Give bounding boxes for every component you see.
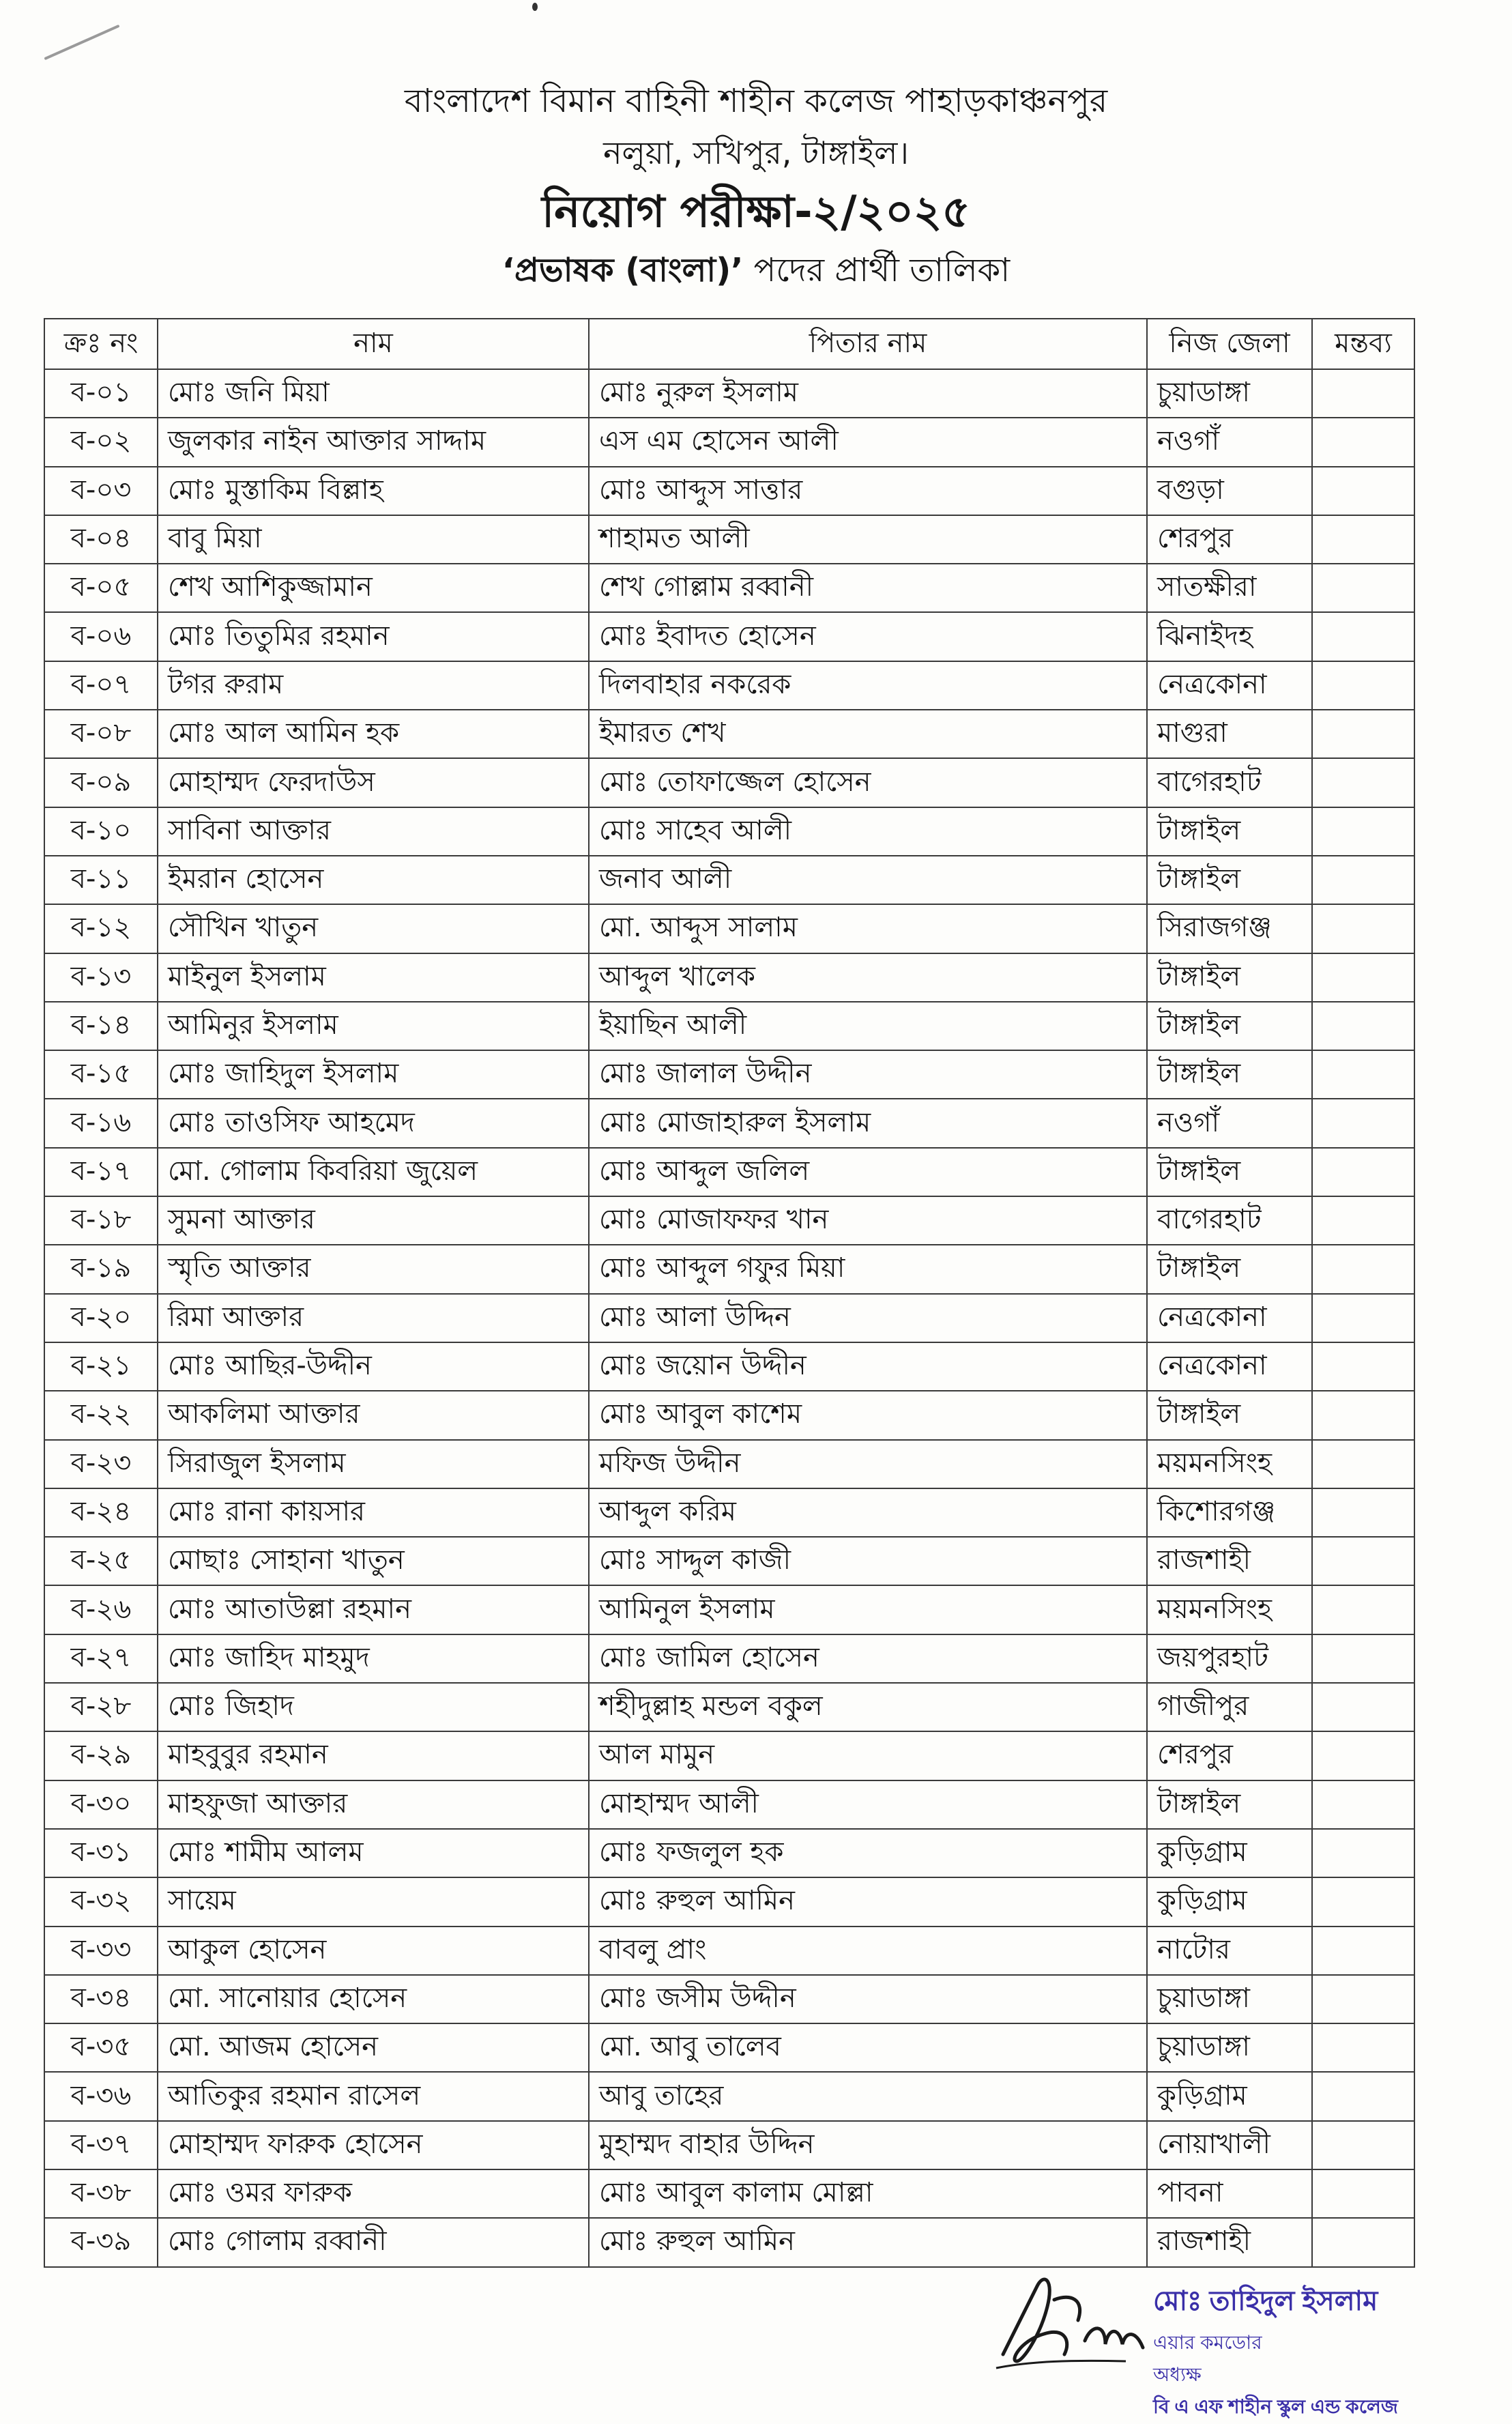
remarks-cell [1312,904,1414,953]
table-row [44,2072,1414,2120]
table-row [44,1634,1414,1683]
name-cell: মো. আজম হোসেন [158,2023,589,2072]
table-row [44,1050,1414,1099]
father-name-cell: মোঃ মোজাহারুল ইসলাম [589,1099,1147,1147]
serial-cell: ব-৩৬ [44,2072,158,2120]
remarks-cell [1312,1294,1414,1342]
remarks-cell [1312,612,1414,661]
table-row [44,953,1414,1002]
table-row [44,1391,1414,1439]
father-name-cell: মোঃ ফজলুল হক [589,1829,1147,1877]
district-cell: চুয়াডাঙ্গা [1147,2023,1312,2072]
serial-cell: ব-১৯ [44,1245,158,1293]
list-title-post: ‘প্রভাষক (বাংলা)’ [501,251,744,289]
stamp-name: মোঃ তাহিদুল ইসলাম [1153,2286,1378,2316]
serial-cell: ব-২৯ [44,1731,158,1780]
father-name-cell: মোঃ জালাল উদ্দীন [589,1050,1147,1099]
district-cell: শেরপুর [1147,515,1312,564]
district-cell: কুড়িগ্রাম [1147,1877,1312,1926]
table-row [44,1245,1414,1293]
remarks-cell [1312,1731,1414,1780]
serial-cell: ব-১০ [44,807,158,856]
father-name-cell: মোঃ সাহেব আলী [589,807,1147,856]
district-cell: সাতক্ষীরা [1147,564,1312,612]
father-name-cell: মোঃ আবুল কালাম মোল্লা [589,2169,1147,2218]
district-cell: কুড়িগ্রাম [1147,1829,1312,1877]
remarks-cell [1312,1099,1414,1147]
district-cell: টাঙ্গাইল [1147,856,1312,904]
table-row [44,515,1414,564]
table-row [44,612,1414,661]
name-cell: মোঃ গোলাম রব্বানী [158,2218,589,2266]
name-cell: মোহাম্মদ ফারুক হোসেন [158,2121,589,2169]
serial-cell: ব-০৯ [44,758,158,807]
district-cell: পাবনা [1147,2169,1312,2218]
name-cell: শেখ আশিকুজ্জামান [158,564,589,612]
father-name-cell: আব্দুল করিম [589,1488,1147,1537]
col-header-name: নাম [158,319,589,369]
serial-cell: ব-১৬ [44,1099,158,1147]
father-name-cell: মোঃ আব্দুল জলিল [589,1148,1147,1196]
table-row [44,1780,1414,1829]
district-cell: নাটোর [1147,1927,1312,1975]
name-cell: জুলকার নাইন আক্তার সাদ্দাম [158,418,589,466]
father-name-cell: মোঃ রুহুল আমিন [589,1877,1147,1926]
list-title [0,246,1512,300]
district-cell: গাজীপুর [1147,1683,1312,1731]
name-cell: মোঃ ওমর ফারুক [158,2169,589,2218]
serial-cell: ব-৩৩ [44,1927,158,1975]
father-name-cell: মোঃ জামিল হোসেন [589,1634,1147,1683]
remarks-cell [1312,2169,1414,2218]
remarks-cell [1312,2023,1414,2072]
serial-cell: ব-১৫ [44,1050,158,1099]
serial-cell: ব-৩৪ [44,1975,158,2023]
serial-cell: ব-৩৭ [44,2121,158,2169]
father-name-cell: বাবলু প্রাং [589,1927,1147,1975]
table-row [44,1002,1414,1050]
serial-cell: ব-০৮ [44,710,158,758]
col-header-serial: ক্রঃ নং [44,319,158,369]
remarks-cell [1312,418,1414,466]
serial-cell: ব-০২ [44,418,158,466]
table-row [44,1731,1414,1780]
serial-cell: ব-০৩ [44,467,158,515]
district-cell: শেরপুর [1147,1731,1312,1780]
table-row [44,758,1414,807]
remarks-cell [1312,953,1414,1002]
serial-cell: ব-২৮ [44,1683,158,1731]
father-name-cell: দিলবাহার নকরেক [589,661,1147,710]
district-cell: সিরাজগঞ্জ [1147,904,1312,953]
serial-cell: ব-২৫ [44,1537,158,1585]
name-cell: মাহফুজা আক্তার [158,1780,589,1829]
district-cell: নেত্রকোনা [1147,661,1312,710]
name-cell: সৌখিন খাতুন [158,904,589,953]
father-name-cell: মোঃ সাদ্দুল কাজী [589,1537,1147,1585]
name-cell: ইমরান হোসেন [158,856,589,904]
father-name-cell: শাহামত আলী [589,515,1147,564]
name-cell: বাবু মিয়া [158,515,589,564]
father-name-cell: মোঃ জসীম উদ্দীন [589,1975,1147,2023]
table-row [44,2218,1414,2266]
name-cell: আকুল হোসেন [158,1927,589,1975]
serial-cell: ব-২০ [44,1294,158,1342]
serial-cell: ব-১৩ [44,953,158,1002]
table-row [44,2121,1414,2169]
serial-cell: ব-০৬ [44,612,158,661]
father-name-cell: মোঃ ইবাদত হোসেন [589,612,1147,661]
list-title-rest: পদের প্রার্থী তালিকা [753,251,1011,289]
serial-cell: ব-৩০ [44,1780,158,1829]
father-name-cell: আবু তাহের [589,2072,1147,2120]
name-cell: আমিনুর ইসলাম [158,1002,589,1050]
district-cell: টাঙ্গাইল [1147,1245,1312,1293]
name-cell: টগর রুরাম [158,661,589,710]
table-row [44,1537,1414,1585]
district-cell: টাঙ্গাইল [1147,1148,1312,1196]
remarks-cell [1312,1440,1414,1488]
name-cell: মোঃ আছির-উদ্দীন [158,1342,589,1391]
name-cell: আকলিমা আক্তার [158,1391,589,1439]
name-cell: সাবিনা আক্তার [158,807,589,856]
serial-cell: ব-২৪ [44,1488,158,1537]
col-header-remarks: মন্তব্য [1312,319,1414,369]
father-name-cell: মোঃ নুরুল ইসলাম [589,369,1147,418]
table-row [44,1099,1414,1147]
remarks-cell [1312,1585,1414,1634]
district-cell: চুয়াডাঙ্গা [1147,369,1312,418]
col-header-district: নিজ জেলা [1147,319,1312,369]
name-cell: মোঃ শামীম আলম [158,1829,589,1877]
exam-title: নিয়োগ পরীক্ষা-২/২০২৫ [542,187,970,237]
father-name-cell: আমিনুল ইসলাম [589,1585,1147,1634]
name-cell: আতিকুর রহমান রাসেল [158,2072,589,2120]
name-cell: মোঃ জাহিদুল ইসলাম [158,1050,589,1099]
remarks-cell [1312,1634,1414,1683]
serial-cell: ব-৩৮ [44,2169,158,2218]
serial-cell: ব-২১ [44,1342,158,1391]
scan-dot-mark [532,3,538,11]
remarks-cell [1312,369,1414,418]
name-cell: সায়েম [158,1877,589,1926]
stamp-rank: এয়ার কমডোর [1153,2332,1262,2353]
name-cell: সুমনা আক্তার [158,1196,589,1245]
principal-stamp [1153,2279,1398,2424]
district-cell: টাঙ্গাইল [1147,1391,1312,1439]
table-row [44,418,1414,466]
father-name-cell: ইমারত শেখ [589,710,1147,758]
name-cell: মাহবুবুর রহমান [158,1731,589,1780]
district-cell: নওগাঁ [1147,1099,1312,1147]
serial-cell: ব-২২ [44,1391,158,1439]
father-name-cell: মোঃ আব্দুস সাত্তার [589,467,1147,515]
remarks-cell [1312,1196,1414,1245]
name-cell: মোঃ জাহিদ মাহমুদ [158,1634,589,1683]
remarks-cell [1312,1975,1414,2023]
name-cell: মোঃ মুস্তাকিম বিল্লাহ [158,467,589,515]
table-row [44,1148,1414,1196]
table-row [44,1927,1414,1975]
remarks-cell [1312,1829,1414,1877]
district-cell: ময়মনসিংহ [1147,1585,1312,1634]
remarks-cell [1312,1342,1414,1391]
table-row [44,1440,1414,1488]
serial-cell: ব-৩২ [44,1877,158,1926]
table-row [44,1488,1414,1537]
remarks-cell [1312,2072,1414,2120]
name-cell: মোঃ তাওসিফ আহমেদ [158,1099,589,1147]
father-name-cell: এস এম হোসেন আলী [589,418,1147,466]
table-row [44,2169,1414,2218]
remarks-cell [1312,661,1414,710]
remarks-cell [1312,1927,1414,1975]
remarks-cell [1312,467,1414,515]
scan-scratch-mark [44,25,119,60]
district-cell: ময়মনসিংহ [1147,1440,1312,1488]
father-name-cell: মো. আবু তালেব [589,2023,1147,2072]
district-cell: নেত্রকোনা [1147,1342,1312,1391]
serial-cell: ব-৩১ [44,1829,158,1877]
table-row [44,564,1414,612]
district-cell: টাঙ্গাইল [1147,1002,1312,1050]
table-row [44,1877,1414,1926]
remarks-cell [1312,1245,1414,1293]
table-row [44,2023,1414,2072]
table-row [44,369,1414,418]
remarks-cell [1312,1488,1414,1537]
remarks-cell [1312,1391,1414,1439]
father-name-cell: শেখ গোল্লাম রব্বানী [589,564,1147,612]
father-name-cell: শহীদুল্লাহ মন্ডল বকুল [589,1683,1147,1731]
candidate-table [44,318,1415,2268]
table-row [44,1585,1414,1634]
remarks-cell [1312,2218,1414,2266]
district-cell: চুয়াডাঙ্গা [1147,1975,1312,2023]
district-cell: বাগেরহাট [1147,758,1312,807]
institution-name: বাংলাদেশ বিমান বাহিনী শাহীন কলেজ পাহাড়কাঞ্চনপুর [404,82,1108,120]
table-row [44,807,1414,856]
remarks-cell [1312,1780,1414,1829]
stamp-post: অধ্যক্ষ [1153,2364,1202,2385]
serial-cell: ব-১৮ [44,1196,158,1245]
father-name-cell: মুহাম্মদ বাহার উদ্দিন [589,2121,1147,2169]
table-row [44,467,1414,515]
name-cell: মোঃ আতাউল্লা রহমান [158,1585,589,1634]
table-row [44,1342,1414,1391]
district-cell: টাঙ্গাইল [1147,953,1312,1002]
remarks-cell [1312,710,1414,758]
remarks-cell [1312,2121,1414,2169]
district-cell: রাজশাহী [1147,1537,1312,1585]
father-name-cell: মফিজ উদ্দীন [589,1440,1147,1488]
serial-cell: ব-১৭ [44,1148,158,1196]
district-cell: কুড়িগ্রাম [1147,2072,1312,2120]
district-cell: বাগেরহাট [1147,1196,1312,1245]
district-cell: নওগাঁ [1147,418,1312,466]
serial-cell: ব-০৫ [44,564,158,612]
name-cell: মোহাম্মদ ফেরদাউস [158,758,589,807]
table-row [44,1829,1414,1877]
father-name-cell: ইয়াছিন আলী [589,1002,1147,1050]
name-cell: মোঃ জিহাদ [158,1683,589,1731]
remarks-cell [1312,856,1414,904]
name-cell: সিরাজুল ইসলাম [158,1440,589,1488]
name-cell: মো. সানোয়ার হোসেন [158,1975,589,2023]
serial-cell: ব-৩৯ [44,2218,158,2266]
name-cell: মোঃ তিতুমির রহমান [158,612,589,661]
district-cell: নোয়াখালী [1147,2121,1312,2169]
remarks-cell [1312,1537,1414,1585]
father-name-cell: মোঃ আবুল কাশেম [589,1391,1147,1439]
father-name-cell: আল মামুন [589,1731,1147,1780]
table-row [44,1294,1414,1342]
serial-cell: ব-০১ [44,369,158,418]
name-cell: মো. গোলাম কিবরিয়া জুয়েল [158,1148,589,1196]
father-name-cell: মোঃ মোজাফফর খান [589,1196,1147,1245]
serial-cell: ব-০৭ [44,661,158,710]
father-name-cell: মোহাম্মদ আলী [589,1780,1147,1829]
district-cell: বগুড়া [1147,467,1312,515]
father-name-cell: মোঃ তোফাজ্জেল হোসেন [589,758,1147,807]
table-row [44,661,1414,710]
father-name-cell: জনাব আলী [589,856,1147,904]
table-header-row [44,319,1414,369]
remarks-cell [1312,1148,1414,1196]
remarks-cell [1312,515,1414,564]
serial-cell: ব-১১ [44,856,158,904]
table-row [44,1196,1414,1245]
name-cell: মাইনুল ইসলাম [158,953,589,1002]
district-cell: ঝিনাইদহ [1147,612,1312,661]
father-name-cell: মো. আব্দুস সালাম [589,904,1147,953]
district-cell: টাঙ্গাইল [1147,807,1312,856]
father-name-cell: মোঃ আলা উদ্দিন [589,1294,1147,1342]
district-cell: মাগুরা [1147,710,1312,758]
father-name-cell: মোঃ রুহুল আমিন [589,2218,1147,2266]
father-name-cell: মোঃ জয়োন উদ্দীন [589,1342,1147,1391]
serial-cell: ব-২৩ [44,1440,158,1488]
name-cell: স্মৃতি আক্তার [158,1245,589,1293]
district-cell: কিশোরগঞ্জ [1147,1488,1312,1537]
serial-cell: ব-০৪ [44,515,158,564]
table-row [44,1683,1414,1731]
serial-cell: ব-১৪ [44,1002,158,1050]
district-cell: টাঙ্গাইল [1147,1050,1312,1099]
col-header-father-name: পিতার নাম [589,319,1147,369]
name-cell: মোঃ আল আমিন হক [158,710,589,758]
father-name-cell: মোঃ আব্দুল গফুর মিয়া [589,1245,1147,1293]
serial-cell: ব-৩৫ [44,2023,158,2072]
serial-cell: ব-২৭ [44,1634,158,1683]
remarks-cell [1312,758,1414,807]
remarks-cell [1312,1002,1414,1050]
name-cell: মোঃ রানা কায়সার [158,1488,589,1537]
table-row [44,856,1414,904]
serial-cell: ব-১২ [44,904,158,953]
name-cell: মোছাঃ সোহানা খাতুন [158,1537,589,1585]
remarks-cell [1312,564,1414,612]
name-cell: রিমা আক্তার [158,1294,589,1342]
table-row [44,710,1414,758]
father-name-cell: আব্দুল খালেক [589,953,1147,1002]
table-body [44,369,1414,2267]
serial-cell: ব-২৬ [44,1585,158,1634]
district-cell: নেত্রকোনা [1147,1294,1312,1342]
stamp-institution: বি এ এফ শাহীন স্কুল এন্ড কলেজ [1153,2396,1398,2417]
table-row [44,904,1414,953]
remarks-cell [1312,1683,1414,1731]
remarks-cell [1312,1050,1414,1099]
district-cell: টাঙ্গাইল [1147,1780,1312,1829]
district-cell: রাজশাহী [1147,2218,1312,2266]
remarks-cell [1312,1877,1414,1926]
remarks-cell [1312,807,1414,856]
name-cell: মোঃ জনি মিয়া [158,369,589,418]
district-cell: জয়পুরহাট [1147,1634,1312,1683]
table-row [44,1975,1414,2023]
institution-address: নলুয়া, সখিপুর, টাঙ্গাইল। [603,134,909,171]
